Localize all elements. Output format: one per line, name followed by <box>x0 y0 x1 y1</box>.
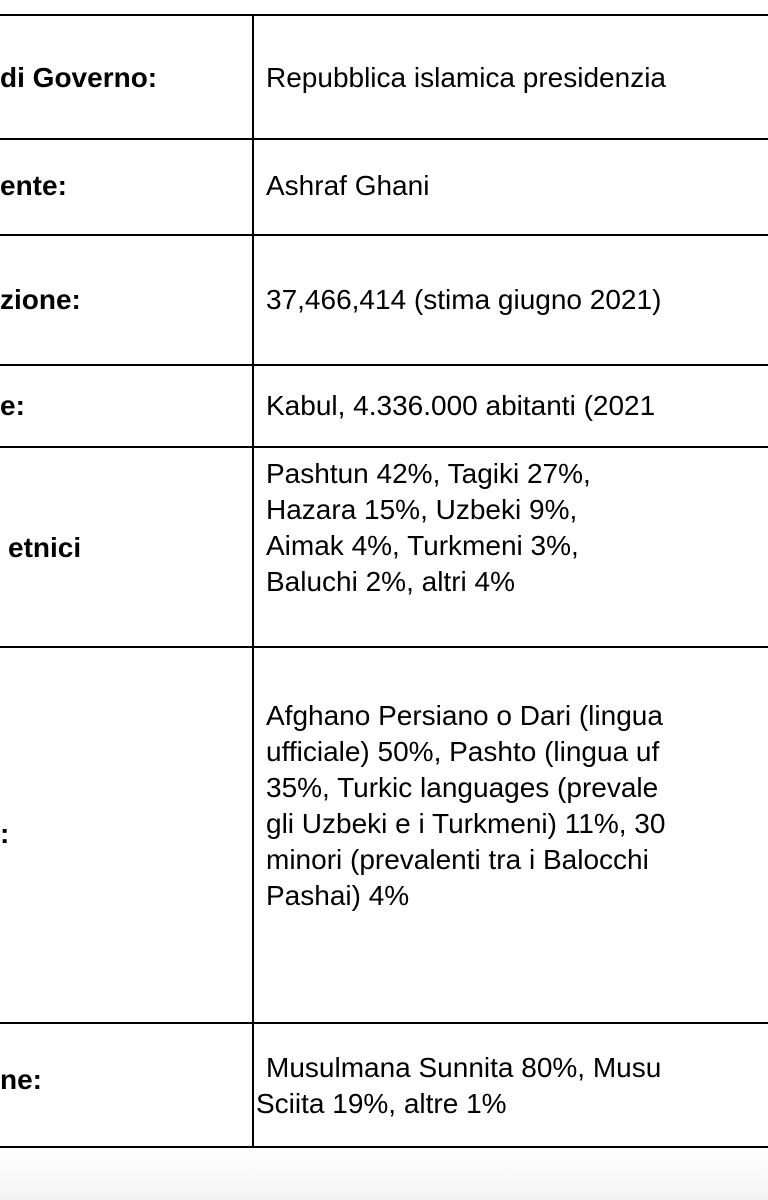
value-gruppi-etnici <box>266 456 768 600</box>
text-line: gli Uzbeki e i Turkmeni) 11%, 30 <box>266 808 666 839</box>
text-line: Baluchi 2%, altri 4% <box>266 566 516 597</box>
row-divider <box>0 234 768 236</box>
text-line: minori (prevalenti tra i Balocchi <box>266 844 649 875</box>
label-presidente: ente: <box>0 170 67 201</box>
text-line: Sciita 19%, altre 1% <box>256 1088 507 1119</box>
page-bottom-shadow <box>0 1150 768 1200</box>
column-divider <box>252 14 254 1148</box>
label-capitale: e: <box>0 390 25 421</box>
label-gruppi-etnici: etnici <box>8 532 82 563</box>
value-governo: Repubblica islamica presidenzia <box>266 62 666 93</box>
label-governo: di Governo: <box>0 62 158 93</box>
text-line: Aimak 4%, Turkmeni 3%, <box>266 530 579 561</box>
label-religione: ne: <box>0 1064 42 1095</box>
label-lingue: : <box>0 818 10 849</box>
row-divider <box>0 646 768 648</box>
value-popolazione: 37,466,414 (stima giugno 2021) <box>266 284 662 315</box>
text-line: ufficiale) 50%, Pashto (lingua uf <box>266 736 660 767</box>
row-divider <box>0 364 768 366</box>
table-border-top <box>0 14 768 16</box>
value-lingue <box>266 698 768 914</box>
text-line: Musulmana Sunnita 80%, Musu <box>266 1052 662 1083</box>
text-line: Afghano Persiano o Dari (lingua <box>266 700 663 731</box>
text-line: Pashai) 4% <box>266 880 410 911</box>
text-line: Hazara 15%, Uzbeki 9%, <box>266 494 578 525</box>
row-divider <box>0 138 768 140</box>
value-religione <box>256 1050 768 1122</box>
table-border-bottom <box>0 1146 768 1148</box>
value-capitale: Kabul, 4.336.000 abitanti (2021 <box>266 390 656 421</box>
row-divider <box>0 1022 768 1024</box>
row-divider <box>0 446 768 448</box>
text-line: 35%, Turkic languages (prevale <box>266 772 659 803</box>
label-popolazione: zione: <box>0 284 81 315</box>
text-line: Pashtun 42%, Tagiki 27%, <box>266 458 591 489</box>
value-presidente: Ashraf Ghani <box>266 170 430 201</box>
